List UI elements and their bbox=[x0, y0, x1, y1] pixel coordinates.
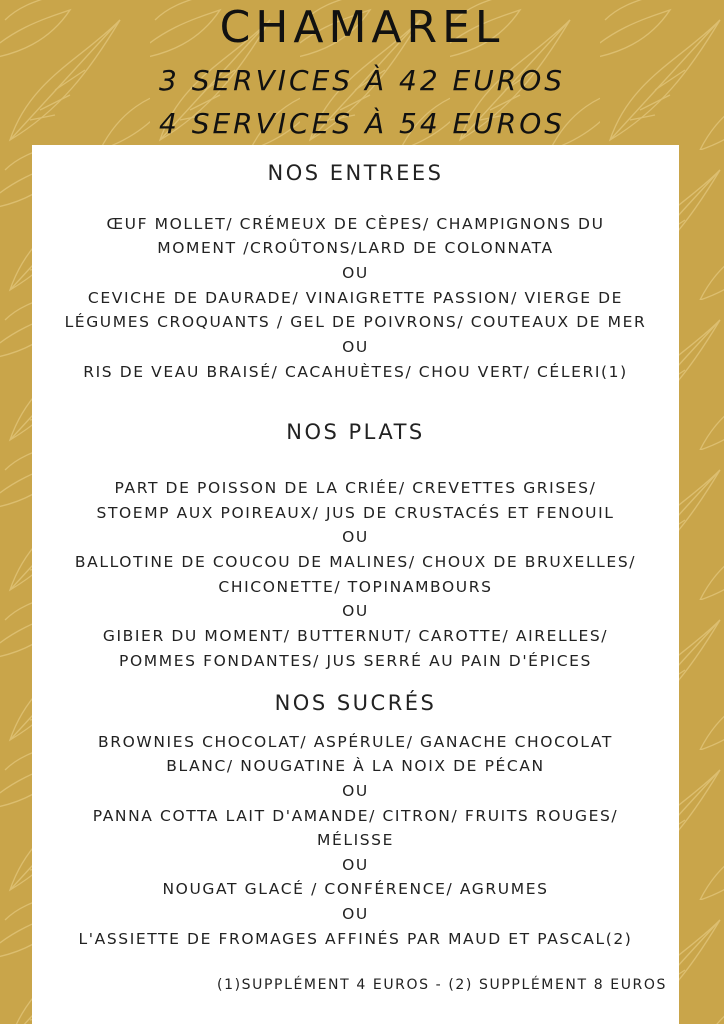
menu-line: OU bbox=[342, 528, 369, 546]
menu-line: OU bbox=[342, 905, 369, 923]
menu-line: POMMES FONDANTES/ JUS SERRÉ AU PAIN D'ÉPICES bbox=[119, 652, 592, 670]
menu-line: L'ASSIETTE DE FROMAGES AFFINÉS PAR MAUD ET PASCAL(2) bbox=[78, 930, 633, 948]
supplement-footnote: (1)SUPPLÉMENT 4 EUROS - (2) SUPPLÉMENT 8 EUROS bbox=[217, 977, 667, 993]
menu-line: OU bbox=[342, 782, 369, 800]
menu-line: NOUGAT GLACÉ / CONFÉRENCE/ AGRUMES bbox=[162, 880, 549, 898]
menu-line: OU bbox=[342, 264, 369, 282]
section-title-sucres: NOS SUCRÉS bbox=[274, 691, 437, 715]
menu-line: RIS DE VEAU BRAISÉ/ CACAHUÈTES/ CHOU VERT/ CÉLERI(1) bbox=[83, 363, 628, 381]
menu-line: BALLOTINE DE COUCOU DE MALINES/ CHOUX DE BRUXELLES/ bbox=[74, 553, 637, 571]
menu-line: OU bbox=[342, 602, 369, 620]
restaurant-title: CHAMAREL bbox=[219, 2, 505, 53]
menu-line: BROWNIES CHOCOLAT/ ASPÉRULE/ GANACHE CHOCOLAT bbox=[98, 733, 613, 751]
section-title-plats: NOS PLATS bbox=[286, 420, 425, 444]
menu-line: STOEMP AUX POIREAUX/ JUS DE CRUSTACÉS ET FENOUIL bbox=[96, 504, 615, 522]
menu-line: LÉGUMES CROQUANTS / GEL DE POIVRONS/ COUTEAUX DE MER bbox=[64, 313, 647, 331]
menu-line: ŒUF MOLLET/ CRÉMEUX DE CÈPES/ CHAMPIGNONS DU bbox=[106, 215, 605, 233]
menu-line: PART DE POISSON DE LA CRIÉE/ CREVETTES GRISES/ bbox=[114, 479, 597, 497]
menu-line: BLANC/ NOUGATINE À LA NOIX DE PÉCAN bbox=[166, 757, 545, 775]
menu-line: MÉLISSE bbox=[316, 831, 395, 849]
menu-card bbox=[32, 145, 679, 1024]
menu-line: GIBIER DU MOMENT/ BUTTERNUT/ CAROTTE/ AIRELLES/ bbox=[102, 627, 609, 645]
section-title-entrees: NOS ENTREES bbox=[267, 161, 444, 185]
menu-line: CHICONETTE/ TOPINAMBOURS bbox=[218, 578, 493, 596]
menu-line: PANNA COTTA LAIT D'AMANDE/ CITRON/ FRUITS ROUGES/ bbox=[92, 807, 619, 825]
menu-line: MOMENT /CROÛTONS/LARD DE COLONNATA bbox=[157, 239, 554, 257]
menu-line: CEVICHE DE DAURADE/ VINAIGRETTE PASSION/ VIERGE DE bbox=[87, 289, 624, 307]
price-three-services: 3 SERVICES À 42 EUROS bbox=[159, 64, 565, 97]
menu-line: OU bbox=[342, 856, 369, 874]
price-four-services: 4 SERVICES À 54 EUROS bbox=[159, 107, 565, 140]
menu-line: OU bbox=[342, 338, 369, 356]
